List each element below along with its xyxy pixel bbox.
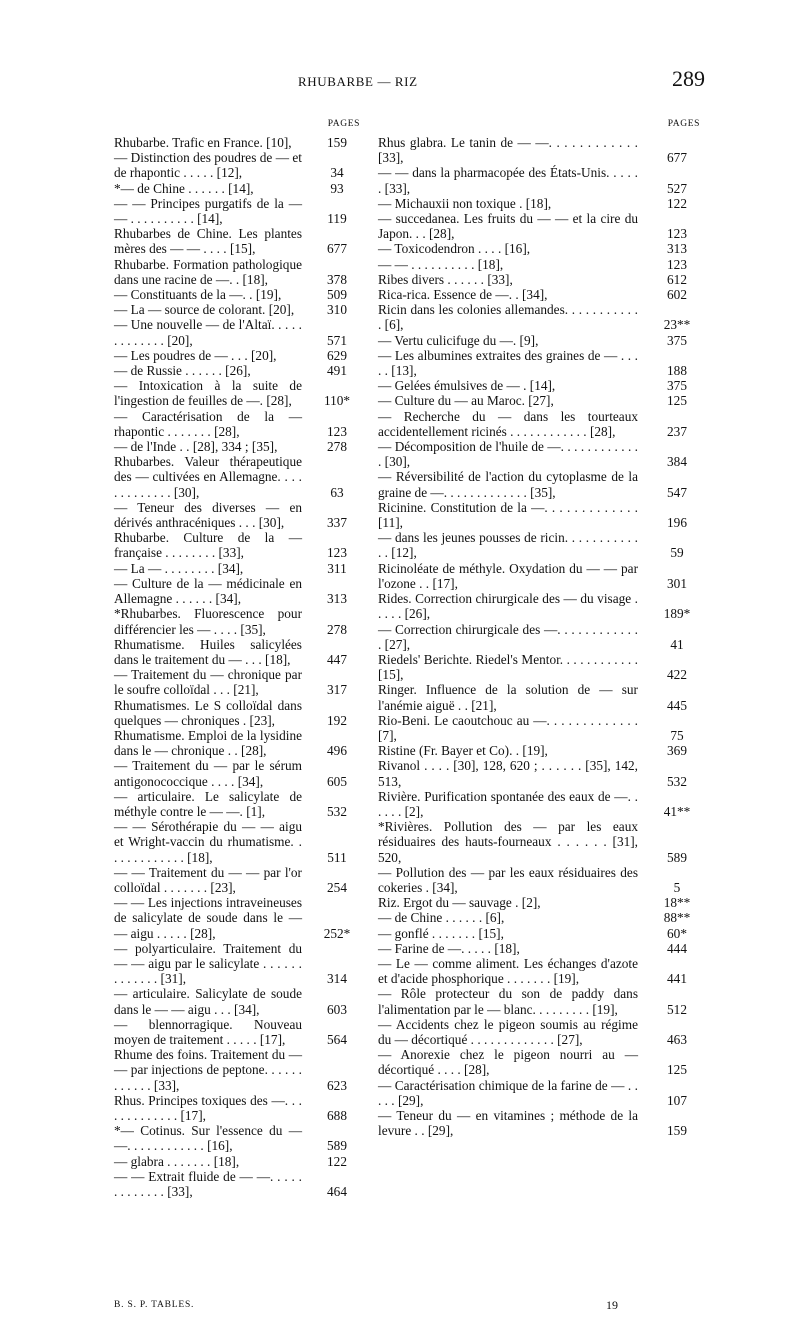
entry-text: — Teneur des diverses — en dérivés anthracéniques . . . [30], xyxy=(114,499,302,531)
index-entry xyxy=(378,713,700,743)
entry-text: Rhumatisme. Huiles salicylées dans le traitement du — . . . [18], xyxy=(114,636,302,667)
entry-page: 196 xyxy=(667,515,687,531)
index-entry xyxy=(114,409,360,439)
entry-text: — Distinction des poudres de — et de rhapontic . . . . . [12], xyxy=(114,150,302,181)
entry-text: — articulaire. Le salicylate de méthyle contre le — —. [1], xyxy=(114,788,302,819)
entry-text: — de l'Inde . . [28], 334 ; [35], xyxy=(114,439,278,455)
entry-text: Rhus. Principes toxiques des —. . . . . . . . . . . . . [17], xyxy=(114,1092,302,1123)
entry-text: Rica-rica. Essence de —. . [34], xyxy=(378,287,548,303)
entry-text: Rivière. Purification spontanée des eaux de —. . . . . . [2], xyxy=(378,788,638,819)
entry-text: *Rhubarbes. Fluorescence pour différencier les — . . . . [35], xyxy=(114,606,302,637)
index-entry xyxy=(114,1093,360,1123)
entry-page: 107 xyxy=(667,1092,687,1108)
index-entry xyxy=(378,1078,700,1108)
entry-page: 75 xyxy=(670,727,684,743)
index-entry xyxy=(378,302,700,332)
entry-page: 527 xyxy=(667,180,687,196)
entry-text: — Une nouvelle — de l'Altaï. . . . . . . . . . . . . [20], xyxy=(114,317,302,348)
entry-page: 688 xyxy=(327,1108,347,1123)
entry-text: — polyarticulaire. Traitement du — — aigu par le salicylate . . . . . . . . . . . . . [31], xyxy=(114,940,302,987)
index-entry xyxy=(378,743,700,758)
index-entry xyxy=(378,333,700,348)
entry-page: 301 xyxy=(667,575,687,591)
entry-text: Ristine (Fr. Bayer et Co). . [19], xyxy=(378,743,548,759)
entry-page: 447 xyxy=(327,651,347,667)
index-entry xyxy=(114,606,360,636)
entry-page: 564 xyxy=(327,1031,347,1047)
entry-page: 123 xyxy=(327,423,347,439)
entry-text: Rhume des foins. Traitement du — — par injections de peptone. . . . . . . . . . . . [33], xyxy=(114,1047,302,1093)
entry-text: — La — . . . . . . . . [34], xyxy=(114,560,244,576)
entry-text: *— de Chine . . . . . . [14], xyxy=(114,180,254,196)
index-entry xyxy=(378,196,700,211)
index-entry xyxy=(114,439,360,454)
entry-page: 254 xyxy=(327,879,347,895)
index-entry xyxy=(114,1017,360,1047)
index-entry xyxy=(378,591,700,621)
index-entry xyxy=(378,241,700,256)
entry-text: — Le — comme aliment. Les échanges d'azote et d'acide phosphorique . . . . . . . [19], xyxy=(378,955,638,987)
entry-page: 34 xyxy=(330,165,344,181)
entry-text: — Traitement du — par le sérum antigonococcique . . . . [34], xyxy=(114,758,302,789)
entry-page: 375 xyxy=(667,332,687,348)
entry-text: — — dans la pharmacopée des États-Unis. . . . . . [33], xyxy=(378,165,638,196)
entry-page: 491 xyxy=(327,363,347,379)
entry-page: 125 xyxy=(667,393,687,409)
index-entry xyxy=(114,226,360,256)
entry-page: 444 xyxy=(667,940,687,956)
index-entry xyxy=(378,439,700,469)
entry-text: Rhubarbe. Culture de la — française . . . . . . . . [33], xyxy=(114,530,302,561)
index-entry xyxy=(114,758,360,788)
entry-text: Ricin dans les colonies allemandes. . . . . . . . . . . . [6], xyxy=(378,302,638,333)
entry-page: 314 xyxy=(327,971,347,987)
entry-text: — Les poudres de — . . . [20], xyxy=(114,347,277,363)
entry-text: — — Principes purgatifs de la — — . . . . . . . . . . [14], xyxy=(114,195,302,227)
pages-column-heading: PAGES xyxy=(327,119,360,129)
entry-text: — Accidents chez le pigeon soumis au régime du — décortiqué . . . . . . . . . . . . . [27], xyxy=(378,1016,638,1047)
entry-page: 60* xyxy=(667,925,687,941)
entry-text: — Caractérisation de la — rhapontic . . . . . . . [28], xyxy=(114,408,302,439)
entry-page: 189* xyxy=(663,606,691,622)
entry-page: 496 xyxy=(327,743,347,759)
entry-text: — — . . . . . . . . . . [18], xyxy=(378,256,504,272)
index-entry xyxy=(378,986,700,1016)
entry-page: 384 xyxy=(667,454,687,470)
entry-page: 122 xyxy=(667,195,687,211)
entry-text: — Constituants de la —. . [19], xyxy=(114,287,282,303)
index-entry xyxy=(114,941,360,987)
entry-page: 509 xyxy=(327,287,347,303)
entry-page: 463 xyxy=(667,1031,687,1047)
entry-page: 369 xyxy=(667,743,687,759)
index-entry xyxy=(378,469,700,499)
index-entry xyxy=(378,165,700,195)
entry-page: 278 xyxy=(327,439,347,455)
entry-text: Rhubarbes. Valeur thérapeutique des — cultivées en Allemagne. . . . . . . . . . . . . [30], xyxy=(114,454,302,500)
entry-text: — Décomposition de l'huile de —. . . . . . . . . . . . . [30], xyxy=(378,439,638,470)
entry-page: 677 xyxy=(667,150,687,166)
index-entry xyxy=(114,728,360,758)
index-entry xyxy=(378,211,700,241)
index-entry xyxy=(114,1169,360,1199)
index-entry xyxy=(378,287,700,302)
entry-page: 159 xyxy=(327,135,347,150)
entry-text: — Farine de —. . . . . [18], xyxy=(378,940,520,956)
entry-text: — blennorragique. Nouveau moyen de traitement . . . . . [17], xyxy=(114,1016,302,1047)
index-entry xyxy=(114,865,360,895)
entry-page: 310 xyxy=(327,302,347,318)
pages-column-heading: PAGES xyxy=(667,119,700,129)
page-number: 289 xyxy=(672,66,705,91)
entry-page: 337 xyxy=(327,515,347,531)
entry-text: — La — source de colorant. [20], xyxy=(114,302,295,318)
entry-page: 605 xyxy=(327,773,347,789)
entry-text: — de Russie . . . . . . [26], xyxy=(114,363,251,379)
entry-page: 5 xyxy=(673,879,681,895)
entry-page: 589 xyxy=(327,1138,347,1154)
entry-page: 93 xyxy=(330,180,344,196)
entry-text: — Gelées émulsives de — . [14], xyxy=(378,378,556,394)
signature-number: 19 xyxy=(606,1298,618,1312)
entry-page: 512 xyxy=(667,1001,687,1017)
index-entry xyxy=(114,819,360,865)
entry-text: — Culture du — au Maroc. [27], xyxy=(378,393,554,409)
entry-text: — — Sérothérapie du — — aigu et Wright-vaccin du rhumatisme. . . . . . . . . . . . . [18], xyxy=(114,819,302,865)
index-entry xyxy=(378,530,700,560)
entry-page: 278 xyxy=(327,621,347,637)
entry-page: 192 xyxy=(327,712,347,728)
running-title: RHUBARBE — RIZ xyxy=(298,74,418,89)
entry-text: *— Cotinus. Sur l'essence du — —. . . . . . . . . . . . [16], xyxy=(114,1123,302,1154)
index-entry xyxy=(114,500,360,530)
entry-text: — Intoxication à la suite de l'ingestion de feuilles de —. [28], xyxy=(114,378,302,409)
index-entry xyxy=(114,698,360,728)
index-entry xyxy=(114,196,360,226)
entry-page: 252* xyxy=(323,925,351,941)
entry-text: Rhumatismes. Le S colloïdal dans quelques — chroniques . [23], xyxy=(114,697,302,728)
entry-page: 511 xyxy=(327,849,347,865)
index-entry xyxy=(114,789,360,819)
entry-page: 59 xyxy=(670,545,684,561)
index-entry xyxy=(114,1123,360,1153)
entry-text: Ricinoléate de méthyle. Oxydation du — — par l'ozone . . [17], xyxy=(378,560,638,591)
index-entry xyxy=(378,272,700,287)
index-entry xyxy=(114,348,360,363)
entry-text: — Traitement du — chronique par le soufre colloïdal . . . [21], xyxy=(114,667,302,698)
entry-text: — Rôle protecteur du son de paddy dans l'alimentation par le — blanc. . . . . . . . . [19], xyxy=(378,986,638,1017)
entry-page: 123 xyxy=(327,545,347,561)
entry-page: 41 xyxy=(670,636,684,652)
entry-page: 612 xyxy=(667,271,687,287)
index-entry xyxy=(114,363,360,378)
entry-text: Rhumatisme. Emploi de la lysidine dans le — chronique . . [28], xyxy=(114,727,302,759)
entry-page: 629 xyxy=(327,347,347,363)
entry-page: 532 xyxy=(667,773,687,789)
index-entry xyxy=(378,789,700,819)
entry-page: 122 xyxy=(327,1153,347,1169)
entry-text: — Anorexie chez le pigeon nourri au — décortiqué . . . . [28], xyxy=(378,1047,638,1078)
index-entry xyxy=(378,622,700,652)
entry-text: — Pollution des — par les eaux résiduaires des cokeries . [34], xyxy=(378,864,638,895)
entry-text: — — Extrait fluide de — —. . . . . . . . . . . . . [33], xyxy=(114,1168,302,1200)
entry-text: — — Traitement du — — par l'or colloïdal . . . . . . . [23], xyxy=(114,864,302,895)
entry-text: Ricinine. Constitution de la —. . . . . . . . . . . . . [11], xyxy=(378,499,638,531)
entry-text: — gonflé . . . . . . . [15], xyxy=(378,925,504,941)
index-entry xyxy=(114,181,360,196)
entry-page: 375 xyxy=(667,378,687,394)
entry-text: — Caractérisation chimique de la farine de — . . . . . [29], xyxy=(378,1077,638,1108)
index-entry-list xyxy=(378,135,700,1138)
entry-page: 571 xyxy=(327,332,347,348)
index-entry xyxy=(114,561,360,576)
entry-page: 378 xyxy=(327,271,347,287)
entry-page: 532 xyxy=(327,803,347,819)
entry-page: 123 xyxy=(667,226,687,242)
index-entry xyxy=(378,865,700,895)
index-entry xyxy=(114,1047,360,1093)
index-entry xyxy=(114,378,360,408)
index-entry xyxy=(114,637,360,667)
entry-page: 445 xyxy=(667,697,687,713)
index-entry xyxy=(378,956,700,986)
index-entry xyxy=(114,1154,360,1169)
entry-text: — Réversibilité de l'action du cytoplasme de la graine de —. . . . . . . . . . . . . [35], xyxy=(378,469,638,500)
index-entry xyxy=(114,667,360,697)
entry-page: 123 xyxy=(667,256,687,272)
index-entry xyxy=(378,910,700,925)
index-entry xyxy=(378,941,700,956)
page-footer xyxy=(0,1298,800,1316)
entry-text: — Correction chirurgicale des —. . . . . . . . . . . . . [27], xyxy=(378,621,638,652)
entry-page: 441 xyxy=(667,971,687,987)
index-entry xyxy=(114,150,360,180)
entry-page: 464 xyxy=(327,1184,347,1200)
entry-text: Rio-Beni. Le caoutchouc au —. . . . . . . . . . . . . [7], xyxy=(378,712,638,743)
index-entry xyxy=(378,257,700,272)
index-entry xyxy=(378,682,700,712)
index-column-right xyxy=(378,117,700,1138)
entry-text: Rides. Correction chirurgicale des — du visage . . . . . [26], xyxy=(378,591,638,622)
entry-page: 422 xyxy=(667,667,687,683)
index-entry xyxy=(378,378,700,393)
entry-page: 110* xyxy=(323,393,351,409)
entry-page: 63 xyxy=(330,484,344,500)
entry-text: — de Chine . . . . . . [6], xyxy=(378,910,505,926)
entry-page: 311 xyxy=(327,560,347,576)
index-entry xyxy=(114,287,360,302)
entry-page: 589 xyxy=(667,849,687,865)
entry-page: 125 xyxy=(667,1062,687,1078)
entry-text: — glabra . . . . . . . [18], xyxy=(114,1153,240,1169)
entry-text: — Les albumines extraites des graines de — . . . . . [13], xyxy=(378,347,638,379)
entry-page: 313 xyxy=(667,241,687,257)
entry-text: — succedanea. Les fruits du — — et la cire du Japon. . . [28], xyxy=(378,211,638,242)
footer-signature: B. S. P. TABLES. xyxy=(114,1300,195,1310)
entry-text: — Recherche du — dans les tourteaux accidentellement ricinés . . . . . . . . . . . . [28], xyxy=(378,408,638,439)
entry-text: Riz. Ergot du — sauvage . [2], xyxy=(378,895,541,911)
entry-text: — Vertu culicifuge du —. [9], xyxy=(378,332,539,348)
entry-page: 88** xyxy=(663,910,691,926)
entry-page: 119 xyxy=(327,211,347,227)
index-entry xyxy=(378,561,700,591)
entry-text: Rhus glabra. Le tanin de — —. . . . . . . . . . . . [33], xyxy=(378,135,638,166)
entry-page: 623 xyxy=(327,1077,347,1093)
index-entry xyxy=(114,986,360,1016)
index-entry xyxy=(114,257,360,287)
entry-text: Ribes divers . . . . . . [33], xyxy=(378,271,513,287)
entry-text: Rivanol . . . . [30], 128, 620 ; . . . . . . [35], 142, 513, xyxy=(378,758,638,789)
entry-text: Rhubarbes de Chine. Les plantes mères des — — . . . . [15], xyxy=(114,226,302,257)
entry-text: *Rivières. Pollution des — par les eaux résiduaires des hauts-fourneaux . . . . . . [31], 520, xyxy=(378,819,638,865)
entry-text: — articulaire. Salicylate de soude dans le — — aigu . . . [34], xyxy=(114,986,302,1017)
index-entry-list xyxy=(114,135,360,1199)
index-entry xyxy=(114,302,360,317)
index-entry xyxy=(114,530,360,560)
entry-page: 159 xyxy=(667,1123,687,1139)
entry-page: 313 xyxy=(327,591,347,607)
index-column-left xyxy=(114,117,360,1199)
entry-page: 603 xyxy=(327,1001,347,1017)
index-entry xyxy=(114,454,360,500)
index-entry xyxy=(378,393,700,408)
index-entry xyxy=(378,135,700,165)
index-entry xyxy=(114,317,360,347)
running-header xyxy=(0,62,800,92)
entry-text: Riedels' Berichte. Riedel's Mentor. . . . . . . . . . . . [15], xyxy=(378,651,638,683)
index-entry xyxy=(378,926,700,941)
entry-text: — Toxicodendron . . . . [16], xyxy=(378,241,531,257)
index-entry xyxy=(378,1017,700,1047)
entry-text: — Teneur du — en vitamines ; méthode de la levure . . [29], xyxy=(378,1108,638,1139)
index-entry xyxy=(378,895,700,910)
entry-page: 547 xyxy=(667,484,687,500)
entry-page: 188 xyxy=(667,363,687,379)
index-entry xyxy=(378,758,700,788)
entry-text: — Culture de la — médicinale en Allemagne . . . . . . [34], xyxy=(114,575,302,607)
entry-page: 18** xyxy=(663,895,691,911)
entry-page: 677 xyxy=(327,241,347,257)
index-entry xyxy=(378,500,700,530)
entry-page: 237 xyxy=(667,423,687,439)
entry-page: 602 xyxy=(667,287,687,303)
entry-page: 317 xyxy=(327,682,347,698)
entry-text: Rhubarbe. Formation pathologique dans une racine de —. . [18], xyxy=(114,256,302,287)
index-entry xyxy=(378,1047,700,1077)
entry-page: 41** xyxy=(663,803,691,819)
entry-text: Rhubarbe. Trafic en France. [10], xyxy=(114,135,292,150)
index-entry xyxy=(378,1108,700,1138)
index-entry xyxy=(378,819,700,865)
entry-page: 23** xyxy=(663,317,691,333)
index-entry xyxy=(114,135,360,150)
entry-text: Ringer. Influence de la solution de — sur l'anémie aiguë . . [21], xyxy=(378,682,638,713)
index-entry xyxy=(378,652,700,682)
index-entry xyxy=(114,895,360,941)
index-entry xyxy=(378,348,700,378)
index-entry xyxy=(378,409,700,439)
entry-text: — dans les jeunes pousses de ricin. . . . . . . . . . . . . [12], xyxy=(378,530,638,561)
index-entry xyxy=(114,576,360,606)
entry-text: — — Les injections intraveineuses de salicylate de soude dans le — — aigu . . . . . [28], xyxy=(114,895,302,941)
entry-text: — Michauxii non toxique . [18], xyxy=(378,195,552,211)
